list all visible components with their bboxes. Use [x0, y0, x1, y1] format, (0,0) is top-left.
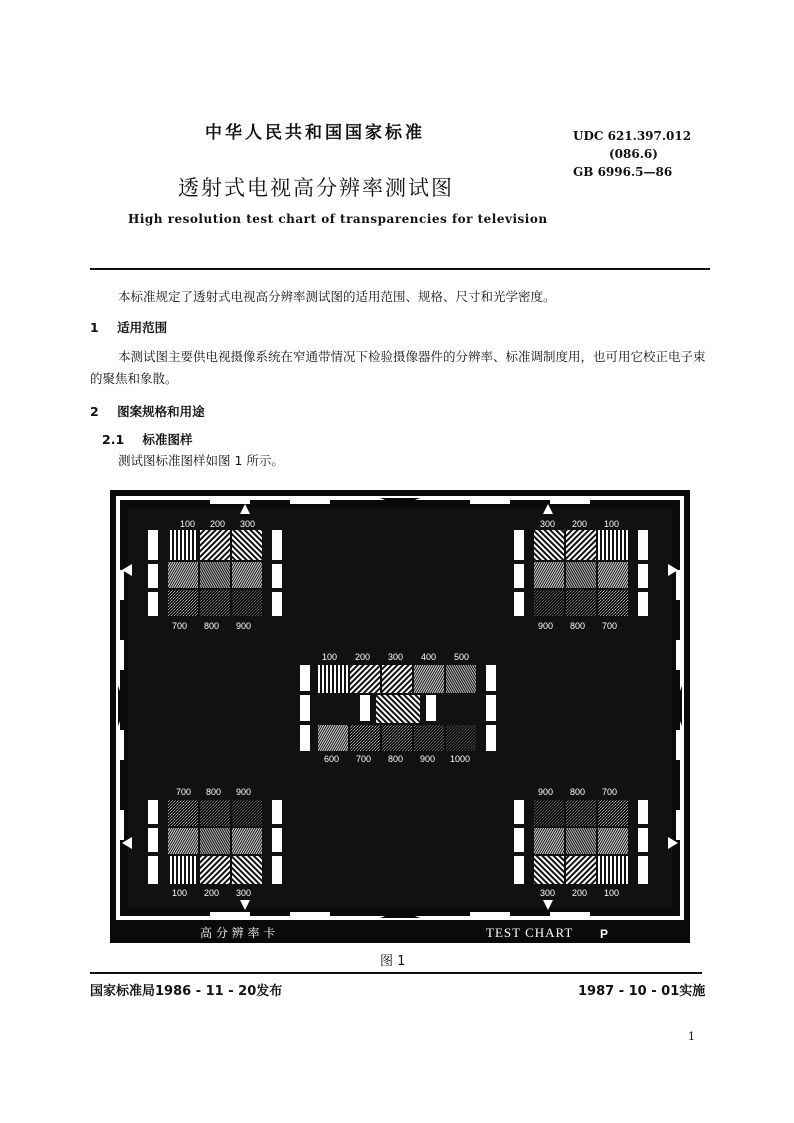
section-2-1-title: 标准图样 [142, 432, 193, 447]
tick-label: 1000 [450, 754, 471, 764]
tick-label: 100 [604, 519, 620, 529]
tick-label: 800 [206, 787, 222, 797]
tick-label: 200 [210, 519, 226, 529]
tick-label: 800 [204, 621, 220, 631]
group-bottom-right [514, 787, 648, 898]
tick-label: 100 [604, 888, 620, 898]
page-number: 1 [688, 1030, 695, 1043]
section-2-1-heading [102, 430, 193, 448]
tick-label: 100 [322, 652, 338, 662]
section-1-heading [90, 318, 167, 336]
gb-code: GB 6996.5—86 [573, 165, 673, 179]
tick-label: 700 [176, 787, 192, 797]
tick-label: 900 [420, 754, 436, 764]
tick-label: 300 [540, 519, 556, 529]
tick-label: 200 [572, 519, 588, 529]
tick-label: 100 [172, 888, 188, 898]
chart-label-en: TEST CHART [486, 925, 574, 940]
test-chart [110, 490, 690, 943]
tick-label: 300 [240, 519, 256, 529]
udc-subcode: (086.6) [609, 147, 658, 161]
figure-caption: 图 1 [380, 954, 406, 969]
section-1-number: 1 [90, 320, 99, 335]
tick-label: 800 [570, 787, 586, 797]
udc-code: UDC 621.397.012 [573, 129, 692, 143]
section-2-heading [90, 402, 205, 420]
section-2-title: 图案规格和用途 [117, 404, 205, 419]
document-title-zh: 透射式电视高分辨率测试图 [178, 176, 454, 200]
group-top-left [148, 519, 282, 631]
chart-label-zh: 高 分 辨 率 卡 [200, 926, 276, 940]
tick-label: 700 [172, 621, 188, 631]
group-top-right [514, 519, 648, 631]
header-rule [90, 268, 710, 270]
tick-label: 100 [180, 519, 196, 529]
section-1-title: 适用范围 [117, 320, 168, 335]
section-2-1-number: 2.1 [102, 432, 125, 447]
effective-date: 1987 - 10 - 01实施 [578, 984, 706, 999]
section-2-number: 2 [90, 404, 99, 419]
tick-label: 400 [421, 652, 437, 662]
tick-label: 900 [236, 787, 252, 797]
tick-label: 700 [602, 787, 618, 797]
chart-label-p: P [600, 927, 609, 941]
tick-label: 900 [236, 621, 252, 631]
tick-label: 200 [355, 652, 371, 662]
tick-label: 300 [388, 652, 404, 662]
tick-label: 200 [572, 888, 588, 898]
tick-label: 900 [538, 787, 554, 797]
tick-label: 800 [388, 754, 404, 764]
section-1-paragraph: 本测试图主要供电视摄像系统在窄通带情况下检验摄像器件的分辨率、标准调制度用，也可用它校正电子束的聚焦和象散。 [90, 349, 706, 386]
intro-paragraph: 本标准规定了透射式电视高分辨率测试图的适用范围、规格、尺寸和光学密度。 [118, 289, 556, 304]
document-title-en: High resolution test chart of transparencies for television [128, 212, 548, 226]
tick-label: 600 [324, 754, 340, 764]
tick-label: 200 [204, 888, 220, 898]
figure-1 [110, 490, 690, 943]
issued-date: 国家标准局1986 - 11 - 20发布 [90, 984, 283, 999]
tick-label: 700 [602, 621, 618, 631]
tick-label: 300 [540, 888, 556, 898]
tick-label: 800 [570, 621, 586, 631]
section-2-1-paragraph: 测试图标准图样如图 1 所示。 [118, 453, 284, 468]
tick-label: 700 [356, 754, 372, 764]
tick-label: 900 [538, 621, 554, 631]
classification-codes [573, 127, 691, 181]
issuing-organization: 中华人民共和国国家标准 [205, 123, 425, 143]
footer-rule [90, 972, 702, 974]
group-bottom-left [148, 787, 282, 898]
tick-label: 300 [236, 888, 252, 898]
tick-label: 500 [454, 652, 470, 662]
